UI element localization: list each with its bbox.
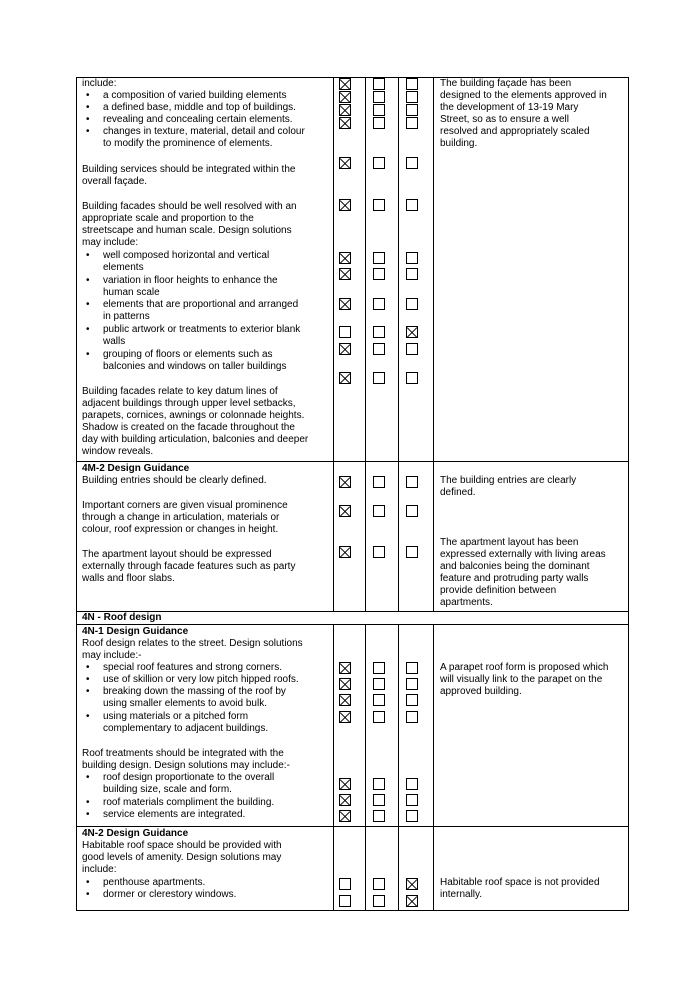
horizontal-vertical-yes-checkbox[interactable] xyxy=(339,252,351,264)
guidance-text: grouping of floors or elements such as xyxy=(103,349,273,360)
comment-text: approved building. xyxy=(440,686,522,697)
texture-material-colour-no-checkbox[interactable] xyxy=(373,117,385,129)
bullet: • xyxy=(86,102,90,113)
comment-text: Habitable roof space is not provided xyxy=(440,877,600,888)
important-corners-na-checkbox[interactable] xyxy=(406,505,418,517)
guidance-text: using smaller elements to avoid bulk. xyxy=(103,698,267,709)
comment-text: the development of 13-19 Mary xyxy=(440,102,579,113)
comment-text: provide definition between xyxy=(440,585,557,596)
guidance-text: revealing and concealing certain elements. xyxy=(103,114,293,125)
proportional-patterns-yes-checkbox[interactable] xyxy=(339,298,351,310)
roof-materials-na-checkbox[interactable] xyxy=(406,794,418,806)
skillion-roofs-yes-checkbox[interactable] xyxy=(339,678,351,690)
guidance-text: Shadow is created on the facade throughout the xyxy=(82,422,295,433)
guidance-text: The apartment layout should be expressed xyxy=(82,549,272,560)
roof-materials-yes-checkbox[interactable] xyxy=(339,794,351,806)
roof-materials-no-checkbox[interactable] xyxy=(373,794,385,806)
entries-defined-yes-checkbox[interactable] xyxy=(339,476,351,488)
guidance-text: Habitable roof space should be provided with xyxy=(82,840,282,851)
roof-proportionate-na-checkbox[interactable] xyxy=(406,778,418,790)
datum-lines-no-checkbox[interactable] xyxy=(373,372,385,384)
bullet: • xyxy=(86,324,90,335)
grouping-floors-na-checkbox[interactable] xyxy=(406,343,418,355)
comment-text: A parapet roof form is proposed which xyxy=(440,662,609,673)
proportional-patterns-no-checkbox[interactable] xyxy=(373,298,385,310)
revealing-concealing-no-checkbox[interactable] xyxy=(373,104,385,116)
guidance-text: colour, roof expression or changes in height. xyxy=(82,524,279,535)
composition-varied-elements-no-checkbox[interactable] xyxy=(373,78,385,90)
breaking-massing-na-checkbox[interactable] xyxy=(406,694,418,706)
section-heading-4n: 4N - Roof design xyxy=(82,612,162,623)
bullet: • xyxy=(86,711,90,722)
bullet: • xyxy=(86,250,90,261)
dormer-windows-no-checkbox[interactable] xyxy=(373,895,385,907)
guidance-text: walls xyxy=(103,336,126,347)
guidance-text: day with building articulation, balconies and deeper xyxy=(82,434,309,445)
guidance-text: window reveals. xyxy=(82,446,154,457)
service-elements-yes-checkbox[interactable] xyxy=(339,810,351,822)
composition-varied-elements-yes-checkbox[interactable] xyxy=(339,78,351,90)
comment-text: resolved and appropriately scaled xyxy=(440,126,590,137)
guidance-text: parapets, cornices, awnings or colonnade heights. xyxy=(82,410,305,421)
bullet: • xyxy=(86,90,90,101)
guidance-text: Building entries should be clearly defined. xyxy=(82,475,267,486)
service-elements-na-checkbox[interactable] xyxy=(406,810,418,822)
section-heading-4m2: 4M-2 Design Guidance xyxy=(82,463,190,474)
comment-text: will visually link to the parapet on the xyxy=(440,674,603,685)
bullet: • xyxy=(86,809,90,820)
bullet: • xyxy=(86,889,90,900)
public-artwork-na-checkbox[interactable] xyxy=(406,326,418,338)
bullet: • xyxy=(86,772,90,783)
guidance-text: streetscape and human scale. Design solutions xyxy=(82,225,292,236)
building-services-yes-checkbox[interactable] xyxy=(339,157,351,169)
apartment-layout-yes-checkbox[interactable] xyxy=(339,546,351,558)
guidance-text: a composition of varied building elements xyxy=(103,90,287,101)
guidance-text: include: xyxy=(82,864,117,875)
guidance-text: Roof treatments should be integrated with the xyxy=(82,748,284,759)
guidance-text: dormer or clerestory windows. xyxy=(103,889,237,900)
guidance-text: may include: xyxy=(82,237,139,248)
bullet: • xyxy=(86,877,90,888)
public-artwork-no-checkbox[interactable] xyxy=(373,326,385,338)
guidance-text: in patterns xyxy=(103,311,150,322)
entries-defined-na-checkbox[interactable] xyxy=(406,476,418,488)
bullet: • xyxy=(86,299,90,310)
comment-text: expressed externally with living areas xyxy=(440,549,606,560)
datum-lines-na-checkbox[interactable] xyxy=(406,372,418,384)
guidance-text: through a change in articulation, materials or xyxy=(82,512,280,523)
guidance-text: may include:- xyxy=(82,650,142,661)
guidance-text: use of skillion or very low pitch hipped roofs. xyxy=(103,674,299,685)
bullet: • xyxy=(86,674,90,685)
facades-well-resolved-yes-checkbox[interactable] xyxy=(339,199,351,211)
guidance-text: externally through facade features such as party xyxy=(82,561,296,572)
comment-text: The apartment layout has been xyxy=(440,537,579,548)
section-heading-4n1: 4N-1 Design Guidance xyxy=(82,626,189,637)
special-roof-features-yes-checkbox[interactable] xyxy=(339,662,351,674)
materials-pitched-form-yes-checkbox[interactable] xyxy=(339,711,351,723)
guidance-text: Building facades relate to key datum lines of xyxy=(82,386,278,397)
section-heading-4n2: 4N-2 Design Guidance xyxy=(82,828,189,839)
guidance-text: roof design proportionate to the overall xyxy=(103,772,275,783)
guidance-text: public artwork or treatments to exterior blank xyxy=(103,324,301,335)
defined-base-middle-top-no-checkbox[interactable] xyxy=(373,91,385,103)
entries-defined-no-checkbox[interactable] xyxy=(373,476,385,488)
comment-text: The building façade has been xyxy=(440,78,572,89)
comment-text: apartments. xyxy=(440,597,493,608)
guidance-text: Building services should be integrated within the xyxy=(82,164,296,175)
guidance-text: elements that are proportional and arranged xyxy=(103,299,299,310)
comment-text: building. xyxy=(440,138,478,149)
guidance-text: well composed horizontal and vertical xyxy=(103,250,270,261)
guidance-text: walls and floor slabs. xyxy=(82,573,175,584)
penthouse-apartments-yes-checkbox[interactable] xyxy=(339,878,351,890)
public-artwork-yes-checkbox[interactable] xyxy=(339,326,351,338)
defined-base-middle-top-na-checkbox[interactable] xyxy=(406,91,418,103)
facades-well-resolved-no-checkbox[interactable] xyxy=(373,199,385,211)
guidance-text: include: xyxy=(82,78,117,89)
bullet: • xyxy=(86,114,90,125)
facades-well-resolved-na-checkbox[interactable] xyxy=(406,199,418,211)
materials-pitched-form-no-checkbox[interactable] xyxy=(373,711,385,723)
texture-material-colour-yes-checkbox[interactable] xyxy=(339,117,351,129)
revealing-concealing-yes-checkbox[interactable] xyxy=(339,104,351,116)
composition-varied-elements-na-checkbox[interactable] xyxy=(406,78,418,90)
comment-text: and balconies being the dominant xyxy=(440,561,590,572)
comment-text: defined. xyxy=(440,487,476,498)
guidance-text: appropriate scale and proportion to the xyxy=(82,213,254,224)
bullet: • xyxy=(86,349,90,360)
guidance-text: variation in floor heights to enhance the xyxy=(103,275,278,286)
horizontal-vertical-na-checkbox[interactable] xyxy=(406,252,418,264)
guidance-text: Important corners are given visual prominence xyxy=(82,500,288,511)
apartment-layout-no-checkbox[interactable] xyxy=(373,546,385,558)
skillion-roofs-na-checkbox[interactable] xyxy=(406,678,418,690)
guidance-text: penthouse apartments. xyxy=(103,877,206,888)
floor-heights-no-checkbox[interactable] xyxy=(373,268,385,280)
guidance-text: breaking down the massing of the roof by xyxy=(103,686,286,697)
defined-base-middle-top-yes-checkbox[interactable] xyxy=(339,91,351,103)
guidance-text: good levels of amenity. Design solutions may xyxy=(82,852,282,863)
dormer-windows-na-checkbox[interactable] xyxy=(406,895,418,907)
grouping-floors-yes-checkbox[interactable] xyxy=(339,343,351,355)
guidance-text: to modify the prominence of elements. xyxy=(103,138,273,149)
building-services-no-checkbox[interactable] xyxy=(373,157,385,169)
skillion-roofs-no-checkbox[interactable] xyxy=(373,678,385,690)
building-services-na-checkbox[interactable] xyxy=(406,157,418,169)
guidance-text: using materials or a pitched form xyxy=(103,711,249,722)
comment-text: The building entries are clearly xyxy=(440,475,577,486)
apartment-layout-na-checkbox[interactable] xyxy=(406,546,418,558)
guidance-text: adjacent buildings through upper level setbacks, xyxy=(82,398,296,409)
guidance-text: a defined base, middle and top of buildings. xyxy=(103,102,296,113)
comment-text: designed to the elements approved in xyxy=(440,90,607,101)
guidance-text: Roof design relates to the street. Design solutions xyxy=(82,638,303,649)
guidance-text: roof materials compliment the building. xyxy=(103,797,275,808)
penthouse-apartments-no-checkbox[interactable] xyxy=(373,878,385,890)
guidance-text: changes in texture, material, detail and colour xyxy=(103,126,305,137)
texture-material-colour-na-checkbox[interactable] xyxy=(406,117,418,129)
horizontal-vertical-no-checkbox[interactable] xyxy=(373,252,385,264)
roof-proportionate-yes-checkbox[interactable] xyxy=(339,778,351,790)
special-roof-features-na-checkbox[interactable] xyxy=(406,662,418,674)
guidance-text: overall façade. xyxy=(82,176,148,187)
bullet: • xyxy=(86,662,90,673)
bullet: • xyxy=(86,126,90,137)
important-corners-yes-checkbox[interactable] xyxy=(339,505,351,517)
datum-lines-yes-checkbox[interactable] xyxy=(339,372,351,384)
guidance-text: service elements are integrated. xyxy=(103,809,246,820)
revealing-concealing-na-checkbox[interactable] xyxy=(406,104,418,116)
guidance-text: Building facades should be well resolved with an xyxy=(82,201,297,212)
guidance-text: building design. Design solutions may include:- xyxy=(82,760,290,771)
grouping-floors-no-checkbox[interactable] xyxy=(373,343,385,355)
materials-pitched-form-na-checkbox[interactable] xyxy=(406,711,418,723)
guidance-text: elements xyxy=(103,262,144,273)
dormer-windows-yes-checkbox[interactable] xyxy=(339,895,351,907)
guidance-text: human scale xyxy=(103,287,160,298)
table-row-4n-heading xyxy=(76,612,629,625)
guidance-text: complementary to adjacent buildings. xyxy=(103,723,269,734)
roof-proportionate-no-checkbox[interactable] xyxy=(373,778,385,790)
service-elements-no-checkbox[interactable] xyxy=(373,810,385,822)
important-corners-no-checkbox[interactable] xyxy=(373,505,385,517)
penthouse-apartments-na-checkbox[interactable] xyxy=(406,878,418,890)
comment-text: Street, so as to ensure a well xyxy=(440,114,569,125)
bullet: • xyxy=(86,686,90,697)
bullet: • xyxy=(86,275,90,286)
guidance-text: building size, scale and form. xyxy=(103,784,232,795)
comment-text: feature and protruding party walls xyxy=(440,573,589,584)
breaking-massing-no-checkbox[interactable] xyxy=(373,694,385,706)
guidance-text: balconies and windows on taller buildings xyxy=(103,361,287,372)
bullet: • xyxy=(86,797,90,808)
special-roof-features-no-checkbox[interactable] xyxy=(373,662,385,674)
guidance-text: special roof features and strong corners. xyxy=(103,662,282,673)
floor-heights-na-checkbox[interactable] xyxy=(406,268,418,280)
floor-heights-yes-checkbox[interactable] xyxy=(339,268,351,280)
comment-text: internally. xyxy=(440,889,483,900)
proportional-patterns-na-checkbox[interactable] xyxy=(406,298,418,310)
breaking-massing-yes-checkbox[interactable] xyxy=(339,694,351,706)
